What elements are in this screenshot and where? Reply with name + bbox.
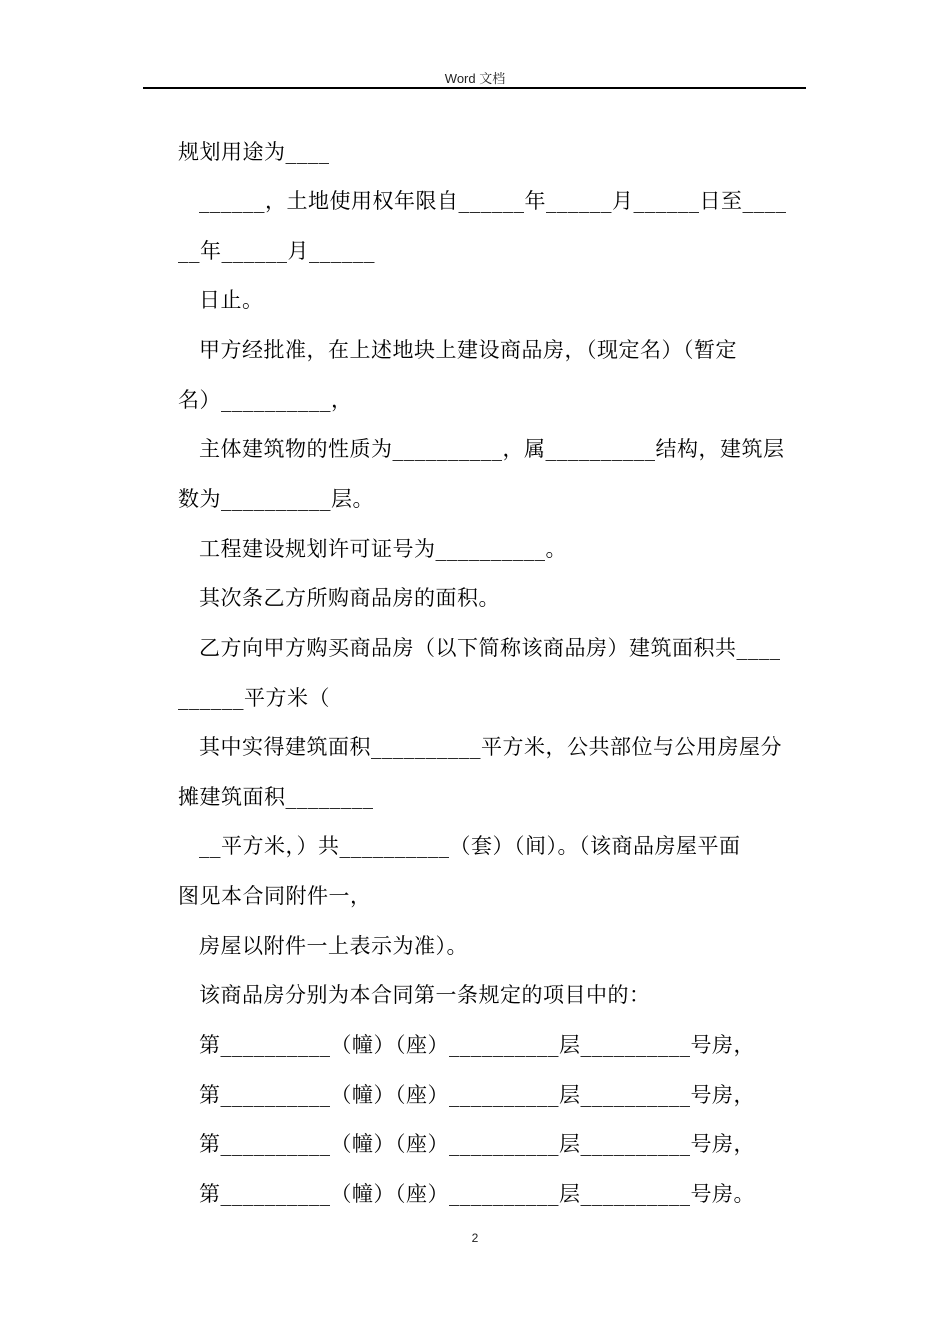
text-line: 图见本合同附件一， (178, 884, 372, 908)
text-line: 其次条乙方所购商品房的面积。 (199, 586, 500, 610)
text-line: 其中实得建筑面积__________平方米，公共部位与公用房屋分 (199, 735, 782, 759)
header-divider (143, 87, 806, 89)
text-line: 日止。 (199, 288, 264, 312)
text-line: __平方米，）共__________（套）（间）。（该商品房屋平面 (199, 834, 741, 858)
text-line: ______平方米（ (178, 686, 330, 710)
page-number: 2 (471, 1231, 479, 1245)
text-line: 数为__________层。 (178, 487, 374, 511)
text-line: __年______月______ (178, 239, 375, 263)
text-line: 规划用途为____ (178, 140, 330, 164)
text-line: ______，土地使用权年限自______年______月______日至____ (199, 189, 787, 213)
text-line: 乙方向甲方购买商品房（以下简称该商品房）建筑面积共____ (199, 636, 781, 660)
text-line: 甲方经批准，在上述地块上建设商品房，（现定名）（暂定 (199, 338, 737, 362)
text-line: 房屋以附件一上表示为准）。 (199, 934, 468, 958)
text-line: 第__________（幢）（座）__________层__________号房， (199, 1132, 755, 1156)
text-line: 第__________（幢）（座）__________层__________号房。 (199, 1182, 755, 1206)
text-line: 主体建筑物的性质为__________，属__________结构，建筑层 (199, 437, 785, 461)
text-line: 该商品房分别为本合同第一条规定的项目中的： (199, 983, 651, 1007)
text-line: 第__________（幢）（座）__________层__________号房， (199, 1083, 755, 1107)
text-line: 第__________（幢）（座）__________层__________号房， (199, 1033, 755, 1057)
text-line: 名）__________， (178, 388, 353, 412)
text-line: 工程建设规划许可证号为__________。 (199, 537, 567, 561)
text-line: 摊建筑面积________ (178, 785, 374, 809)
page-header: Word 文档 (444, 71, 506, 86)
